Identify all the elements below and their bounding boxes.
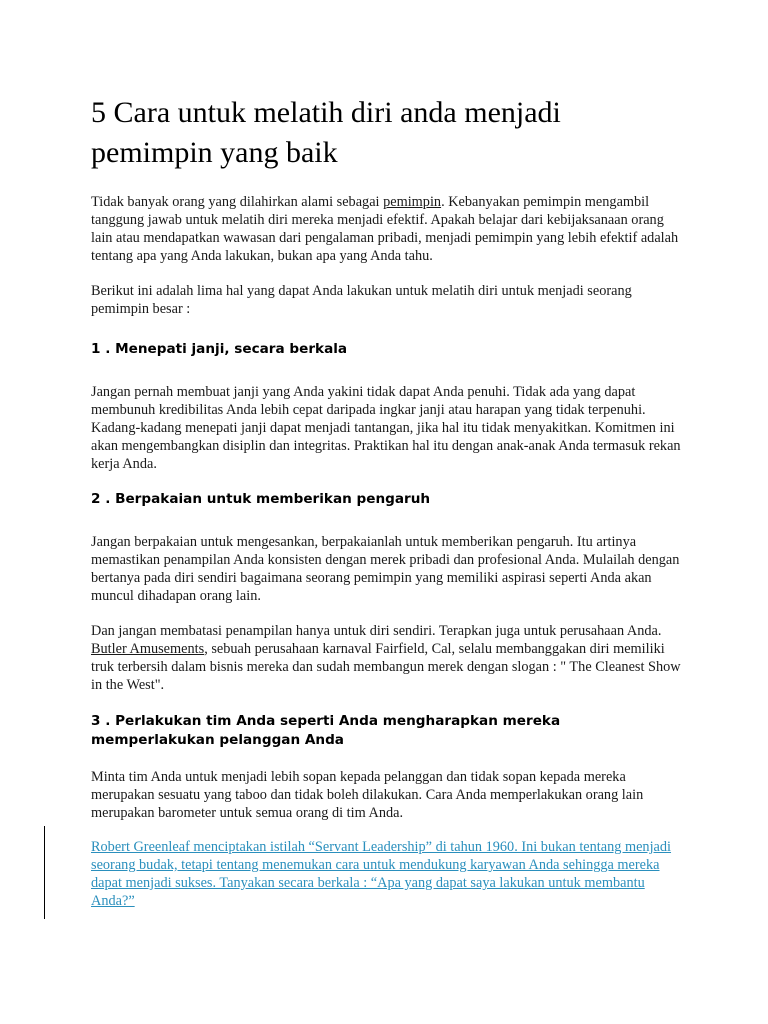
section-2-paragraph-2	[91, 622, 681, 694]
section-2-text-after: , sebuah perusahaan karnaval Fairfield, Cal, selalu membanggakan diri memiliki truk terbersih dalam bisnis mereka dan sudah membangun merek dengan slogan : " The Cleanest Show in the West".	[91, 641, 681, 693]
document-page	[91, 93, 681, 927]
section-2-paragraph-1: Jangan berpakaian untuk mengesankan, berpakaianlah untuk memberikan pengaruh. Itu artinya memastikan penampilan Anda konsisten dengan merek pribadi dan profesional Anda. Mulailah dengan bertanya pada diri sendiri bagaimana seorang pemimpin yang memiliki aspirasi seperti Anda akan muncul dihadapan orang lain.	[91, 534, 680, 604]
section-heading-3: 3 . Perlakukan tim Anda seperti Anda mengharapkan mereka memperlakukan pelanggan Anda	[91, 713, 561, 748]
butler-amusements-link[interactable]: Butler Amusements	[91, 641, 205, 657]
greenleaf-link[interactable]: Robert Greenleaf menciptakan istilah “Servant Leadership” di tahun 1960. Ini bukan tentang menjadi seorang budak, tetapi tentang menemukan cara untuk mendukung karyawan Anda sehingga mereka dapat menjadi sukses. Tanyakan secara berkala : “Apa yang dapat saya lakukan untuk membantu Anda?”	[91, 839, 672, 909]
intro-text-after: . Kebanyakan pemimpin mengambil tanggung jawab untuk melatih diri mereka menjadi efektif. Apakah belajar dari kebijaksanaan orang lain atau mendapatkan wawasan dari pengalaman pribadi, menjadi pemimpin yang lebih efektif adalah tentang apa yang Anda lakukan, bukan apa yang Anda tahu.	[91, 194, 679, 264]
list-intro-paragraph: Berikut ini adalah lima hal yang dapat Anda lakukan untuk melatih diri untuk menjadi seorang pemimpin besar :	[91, 283, 632, 317]
pemimpin-link[interactable]: pemimpin	[383, 194, 442, 210]
section-heading-1: 1 . Menepati janji, secara berkala	[91, 341, 348, 357]
section-3-link-paragraph	[91, 838, 681, 910]
page-title: 5 Cara untuk melatih diri anda menjadi pemimpin yang baik	[91, 96, 561, 169]
section-3-paragraph: Minta tim Anda untuk menjadi lebih sopan kepada pelanggan dan tidak sopan kepada mereka merupakan sesuatu yang taboo dan tidak boleh dilakukan. Cara Anda memperlakukan orang lain merupakan barometer untuk semua orang di tim Anda.	[91, 769, 644, 821]
intro-text-before: Tidak banyak orang yang dilahirkan alami sebagai	[91, 194, 384, 210]
section-1-paragraph: Jangan pernah membuat janji yang Anda yakini tidak dapat Anda penuhi. Tidak ada yang dapat membunuh kredibilitas Anda lebih cepat daripada ingkar janji atau harapan yang tidak terpenuhi. Kadang-kadang menepati janji dapat menjadi tantangan, jika hal itu tidak menyakitkan. Komitmen ini akan mengembangkan disiplin dan integritas. Praktikan hal itu dengan anak-anak Anda termasuk rekan kerja Anda.	[91, 384, 681, 472]
intro-paragraph	[91, 193, 681, 265]
section-2-text-before: Dan jangan membatasi penampilan hanya untuk diri sendiri. Terapkan juga untuk perusahaan Anda.	[91, 623, 662, 639]
change-bar	[44, 826, 45, 919]
section-heading-2: 2 . Berpakaian untuk memberikan pengaruh	[91, 491, 431, 507]
